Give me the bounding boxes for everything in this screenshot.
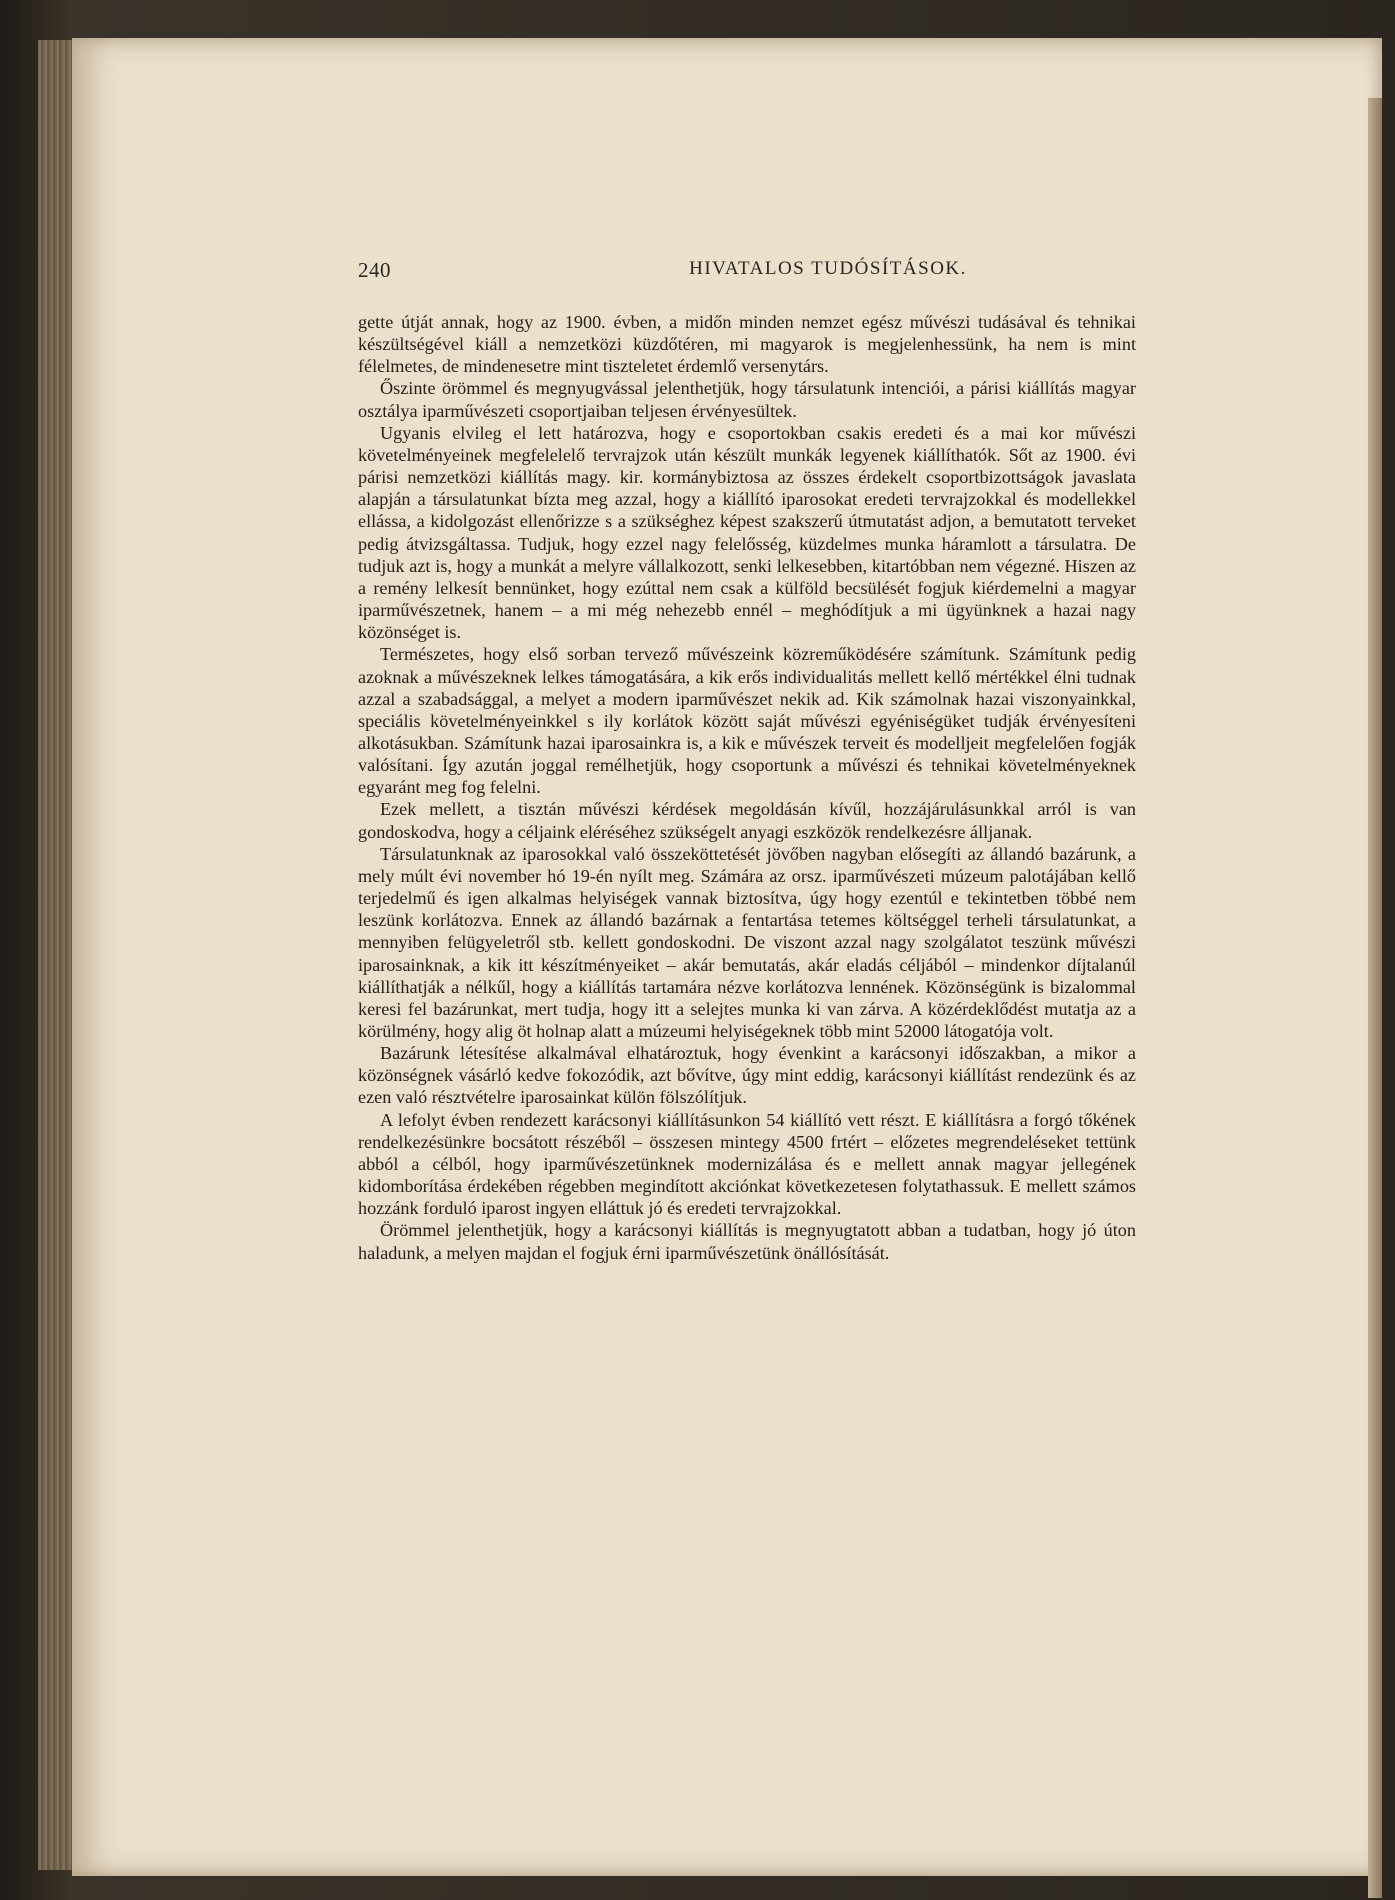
paragraph: Bazárunk létesítése alkalmával elhatároztuk, hogy évenkint a karácsonyi időszakban, a mikor a közönségnek vásárló kedve fokozódik, azt bővítve, úgy mint eddig, karácsonyi kiállítást rendezünk és az ezen való résztvételre iparosainkat külön fölszólítjuk. — [358, 1043, 1136, 1108]
paragraph: Társulatunknak az iparosokkal való összeköttetését jövőben nagyban elősegíti az állandó bazárunk, a mely múlt évi november hó 19-én nyílt meg. Számára az orsz. iparművészeti múzeum palotájában kellő terjedelmű és igen alkalmas helyiségek vannak biztosítva, úgy hogy ezentúl e tekintetben többé nem leszünk korlátozva. Ennek az állandó bazárnak a fentartása tetemes költséggel terheli társulatunkat, a mennyiben felügyeletről stb. kellett gondoskodni. De viszont azzal nagy szolgálatot teszünk művészi iparosainknak, a kik itt készítményeiket – akár bemutatás, akár eladás céljából – mindenkor díjtalanúl kiállíthatják a nélkűl, hogy a kiállítás tartamára nézve korlátozva lennének. Közönségünk is bizalommal keresi fel bazárunkat, mert tudja, hogy itt a selejtes munka ki van zárva. A közérdeklődést mutatja az a körülmény, hogy alig öt holnap alatt a múzeumi helyiségeknek több mint 52000 látogatója volt. — [358, 843, 1136, 1041]
paragraph: Őszinte örömmel és megnyugvással jelenthetjük, hogy társulatunk intenciói, a párisi kiállítás magyar osztálya iparművészeti csoportjaiban teljesen érvényesültek. — [358, 378, 1136, 421]
running-title: HIVATALOS TUDÓSÍTÁSOK. — [689, 258, 967, 279]
paragraph: Ugyanis elvileg el lett határozva, hogy e csoportokban csakis eredeti és a mai kor művészi követelményeinek megfelelelő tervrajzok után készült munkák legyenek kiállíthatók. Sőt az 1900. évi párisi nemzetközi kiállítás magy. kir. kormánybiztosa az összes érdekelt csoportbizottságok javaslata alapján a társulatunkat bízta meg azzal, hogy a kiállító iparosokat eredeti tervrajzokkal és modellekkel ellássa, a kidolgozást ellenőrizze s a szükséghez képest szakszerű útmutatást adjon, a bemutatott terveket pedig átvizsgáltassa. Tudjuk, hogy ezzel nagy felelősség, küzdelmes munka háramlott a társulatra. De tudjuk azt is, hogy a munkát a melyre vállalkozott, senki lelkesebben, kitartóbban nem végezné. Hiszen az a remény lelkesít bennünket, hogy ezúttal nem csak a külföld becsülését fogjuk kiérdemelni a magyar iparművészetnek, hanem – a mi még nehezebb ennél – meghódítjuk a mi ügyünknek a hazai nagy közönséget is. — [358, 422, 1136, 643]
paragraph: Ezek mellett, a tisztán művészi kérdések megoldásán kívűl, hozzájárulásunkkal arról is van gondoskodva, hogy a céljaink eléréséhez szükségelt anyagi eszközök rendelkezésre álljanak. — [358, 799, 1136, 842]
page-header — [358, 258, 1198, 288]
page-number: 240 — [358, 258, 391, 282]
page-right-edge — [1368, 98, 1382, 1898]
paragraph: gette útját annak, hogy az 1900. évben, a midőn minden nemzet egész művészi tudásával és tehnikai készültségével kiáll a nemzetközi küzdőtéren, mi magyarok is megjelenhessünk, ha nem is mint félelmetes, de mindenesetre mint tiszteletet érdemlő versenytárs. — [358, 312, 1136, 377]
paragraph: Természetes, hogy első sorban tervező művészeink közreműködésére számítunk. Számítunk pedig azoknak a művészeknek lelkes támogatására, a kik erős individualitás mellett kellő mértékkel élni tudnak azzal a szabadsággal, a melyet a modern iparművészet nekik ad. Kik számolnak hazai viszonyainkkal, speciális követelményeinkkel s ily korlátok között saját művészi egyéniségüket tudják érvényesíteni alkotásukban. Számítunk hazai iparosainkra is, a kik e művészek terveit és modelljeit megfelelően fogják valósítani. Így azután joggal remélhetjük, hogy csoportunk a művészi és tehnikai követelményeknek egyaránt meg fog felelni. — [358, 644, 1136, 798]
paragraph: Örömmel jelenthetjük, hogy a karácsonyi kiállítás is megnyugtatott abban a tudatban, hogy jó úton haladunk, a melyen majdan el fogjuk érni iparművészetünk önállósítását. — [358, 1220, 1136, 1263]
paragraph: A lefolyt évben rendezett karácsonyi kiállításunkon 54 kiállító vett részt. E kiállításra a forgó tőkének rendelkezésünkre bocsátott részéből – összesen mintegy 4500 frtért – előzetes megrendeléseket tettünk abból a célból, hogy iparművészetünknek modernizálása és e mellett annak magyar jellegének kidomborítása érdekében régebben megindított akciónkat következetesen folytathassuk. E mellett számos hozzánk forduló iparost ingyen elláttuk jó és eredeti tervrajzokkal. — [358, 1109, 1136, 1219]
body-text — [358, 311, 1136, 1264]
